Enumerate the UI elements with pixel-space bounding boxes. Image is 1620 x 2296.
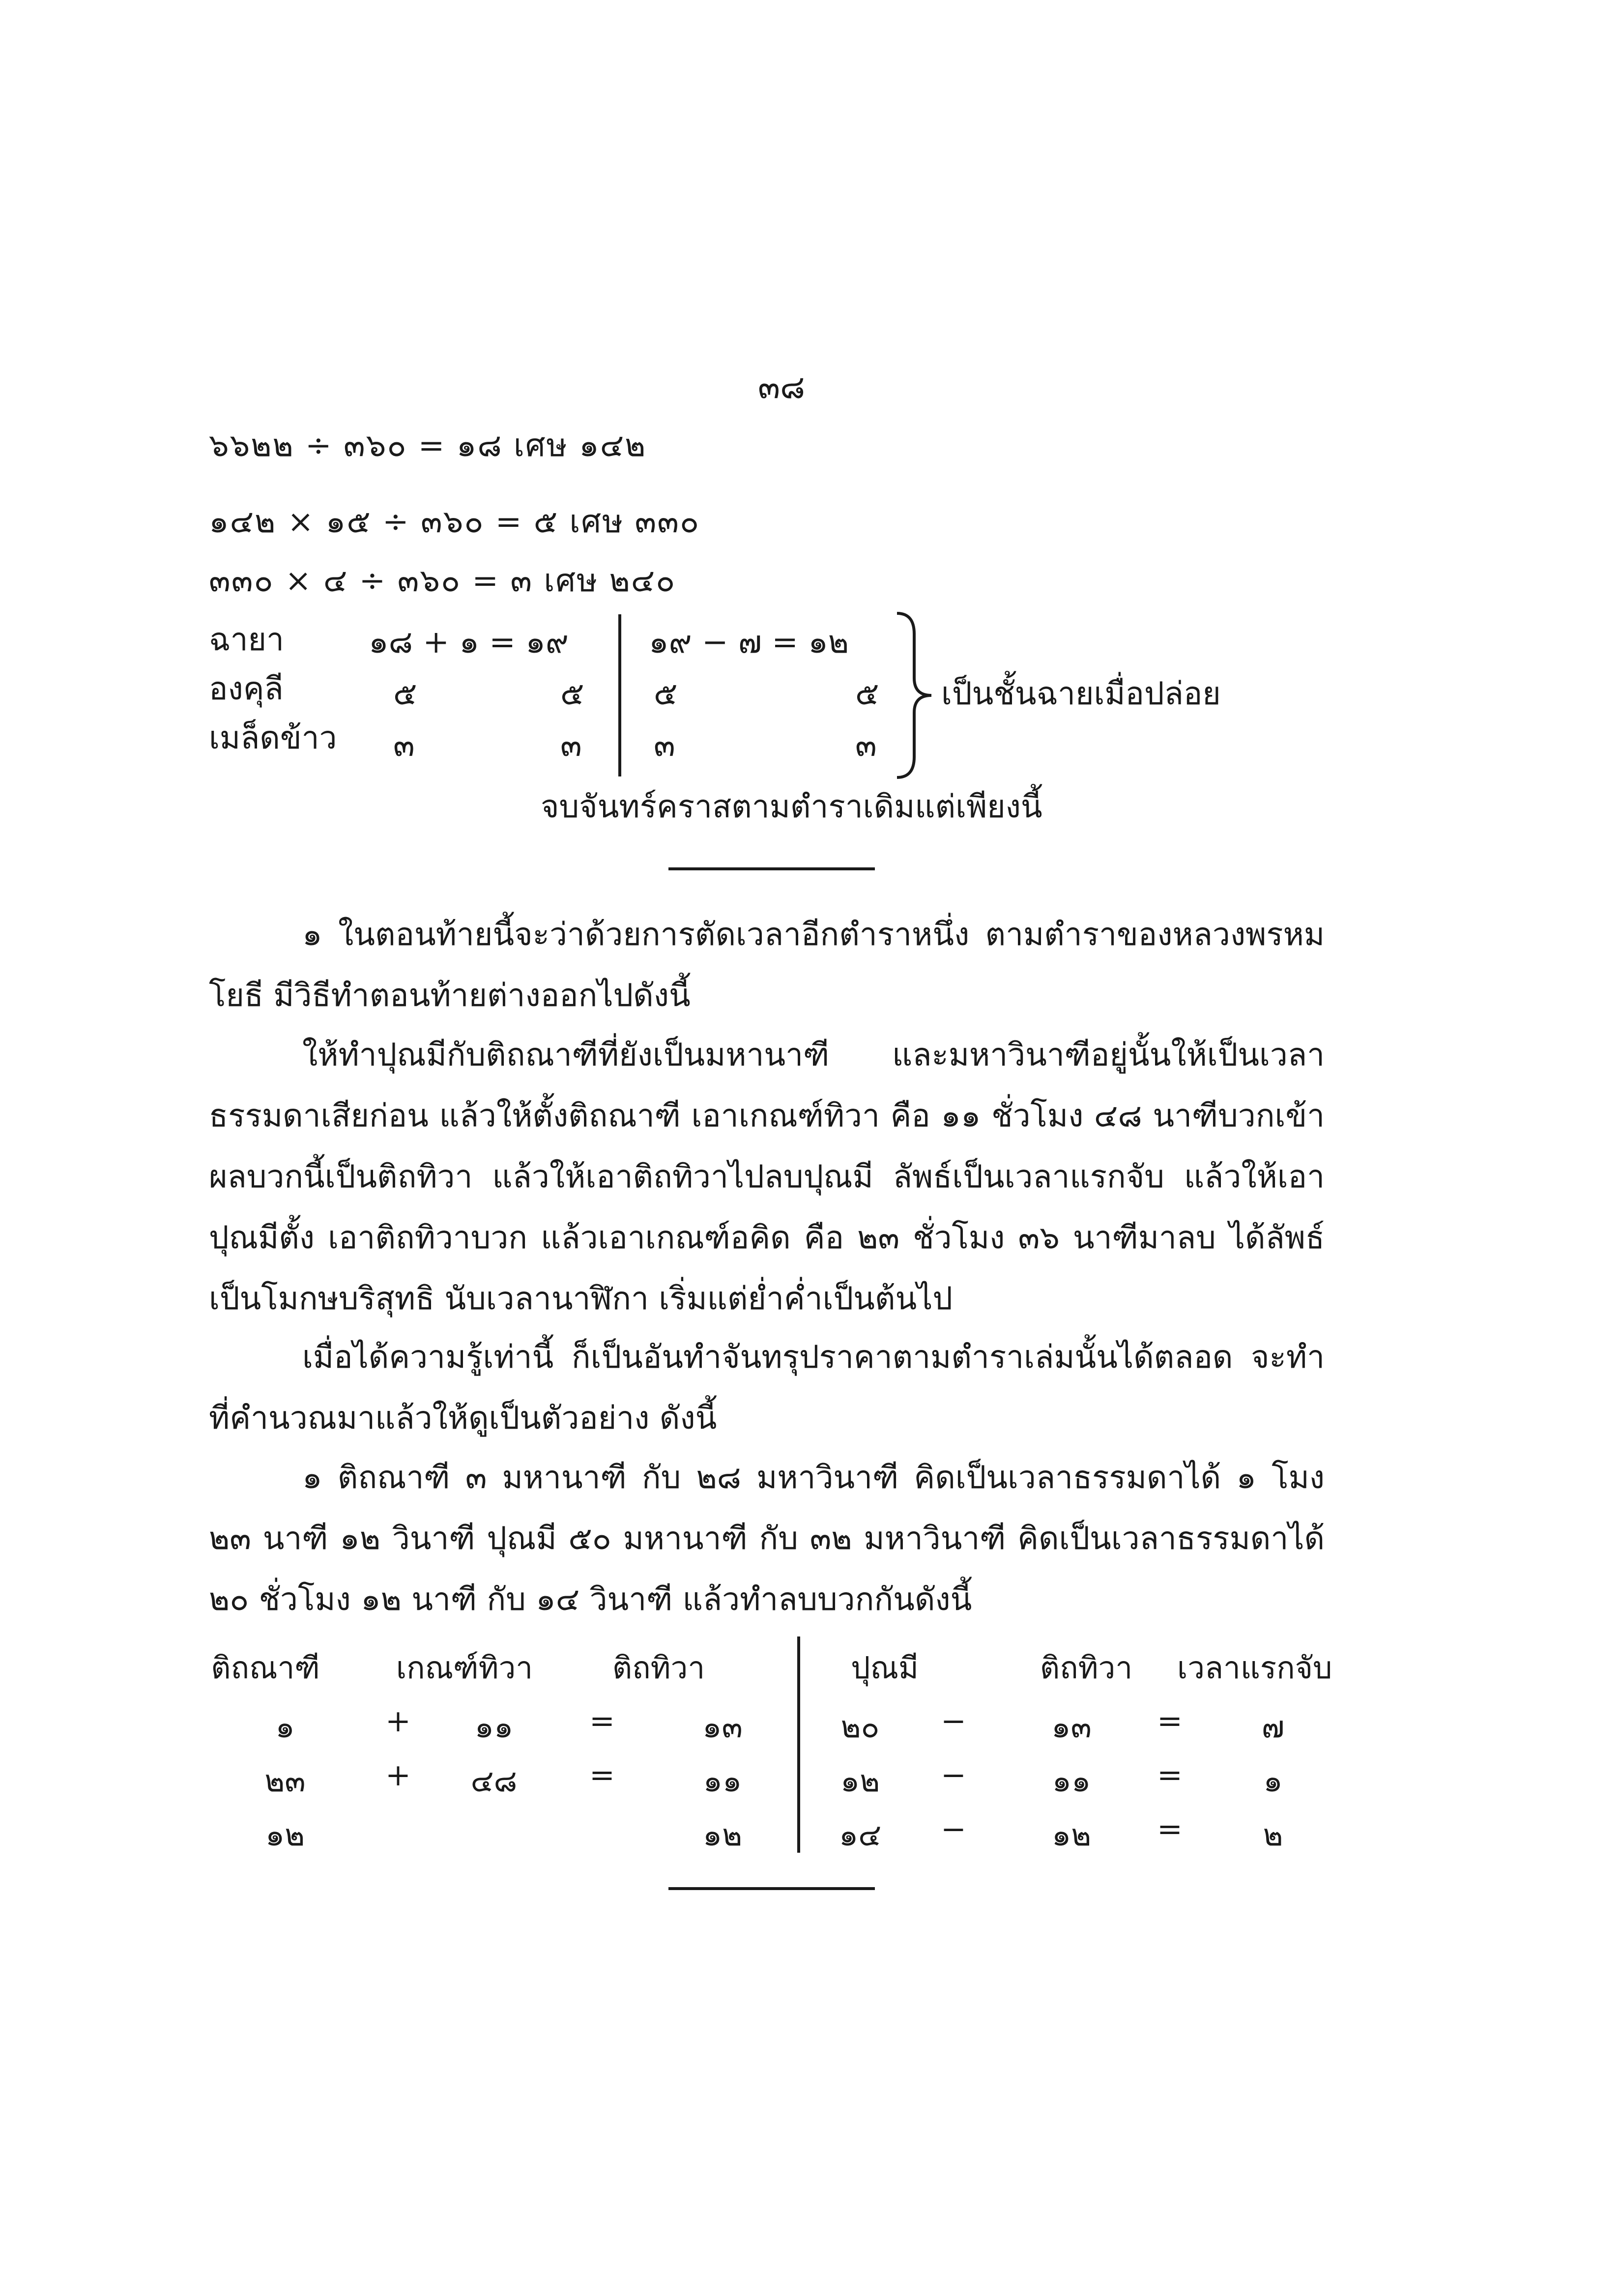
calc-cell: + [385,1757,411,1793]
calc-cell: ๑๒ [265,1817,305,1853]
equation-line: ๑๔๒ × ๑๕ ÷ ๓๖๐ = ๕ เศษ ๓๓๐ [209,504,700,540]
shadow-col2-cell: ๕ [560,676,584,712]
shadow-col2-cell: ๓ [560,727,582,764]
calc-cell: = [1157,1703,1183,1739]
calc-cell: ๑๓ [1051,1709,1092,1745]
calc-cell: ๗ [1261,1709,1285,1745]
shadow-col3-cell: ๓ [654,727,675,764]
calc-cell: + [385,1703,411,1739]
page-number: ๓๘ [757,368,806,406]
bracket-note: เป็นชั้นฉายเมื่อปล่อย [941,676,1221,712]
calc-cell: ๑๑ [703,1763,742,1799]
equation-line: ๖๖๒๒ ÷ ๓๖๐ = ๑๘ เศษ ๑๔๒ [209,428,647,464]
shadow-col3-cell: ๕ [654,676,678,712]
shadow-table-divider [618,614,621,776]
calc-cell: − [941,1703,966,1739]
shadow-col3-cell: ๑๙ − ๗ = ๑๒ [649,624,849,660]
calc-cell: ๑๓ [702,1709,743,1745]
shadow-col1-cell: ๓ [393,727,415,764]
calc-cell: − [941,1757,966,1793]
calc-cell: ๒๓ [264,1763,306,1799]
calc-header: ปุณมี [851,1650,919,1686]
calc-cell: ๑ [1263,1763,1283,1799]
shadow-label: องคุลี [209,671,284,707]
paragraph: ๑ ติถณาฑี ๓ มหานาฑี กับ ๒๘ มหาวินาฑี คิดเป็นเวลาธรรมดาได้ ๑ โมง ๒๓ นาฑี ๑๒ วินาฑี ปุณมี ๕๐ มหานาฑี กับ ๓๒ มหาวินาฑี คิดเป็นเวลาธรรมดาได้ ๒๐ ชั่วโมง ๑๒ นาฑี กับ ๑๔ วินาฑี แล้วทำลบบวกกันดังนี้ [209,1460,1325,1618]
calc-cell: ๑๒ [1051,1817,1092,1853]
shadow-col4-cell: ๕ [855,676,879,712]
calc-cell: ๒ [1263,1817,1283,1853]
paragraph: เมื่อได้ความรู้เท่านี้ ก็เป็นอันทำจันทรุปราคาตามตำราเล่มนั้นได้ตลอด จะทำที่คำนวณมาแล้วให้ดูเป็นตัวอย่าง ดังนี้ [209,1339,1325,1436]
shadow-label: ฉายา [209,622,284,658]
calc-cell: ๒๐ [840,1709,880,1745]
calc-cell: = [1157,1757,1183,1793]
calc-header: เวลาแรกจับ [1177,1650,1332,1686]
calc-cell: = [589,1703,615,1739]
shadow-label: เมล็ดข้าว [209,720,337,756]
calc-cell: ๑๑ [474,1709,514,1745]
calc-cell: − [941,1811,966,1847]
calc-header: ติถณาฑี [211,1650,320,1686]
right-brace-icon [892,609,941,781]
calc-header: ติถทิวา [612,1650,705,1686]
calc-cell: = [1157,1811,1183,1847]
closing-line: จบจันทร์คราสตามตำราเดิมแต่เพียงนี้ [541,789,1042,825]
calc-cell: ๔๘ [470,1763,518,1799]
shadow-col4-cell: ๓ [855,727,877,764]
calc-table-divider [797,1636,800,1853]
calc-cell: = [589,1757,615,1793]
calc-cell: ๑๑ [1052,1763,1091,1799]
section-divider [668,1887,875,1890]
equation-line: ๓๓๐ × ๔ ÷ ๓๖๐ = ๓ เศษ ๒๔๐ [209,563,676,599]
calc-cell: ๑๔ [839,1817,882,1853]
section-divider [668,867,875,870]
calc-header: เกณฑ์ทิวา [396,1650,533,1686]
calc-cell: ๑๒ [702,1817,743,1853]
calc-cell: ๑ [275,1709,295,1745]
calc-cell: ๑๒ [840,1763,880,1799]
shadow-col1-cell: ๑๘ + ๑ = ๑๙ [369,624,569,660]
paragraph: ให้ทำปุณมีกับติถณาฑีที่ยังเป็นมหานาฑี และมหาวินาฑีอยู่นั้นให้เป็นเวลาธรรมดาเสียก่อน แล้วให้ตั้งติถณาฑี เอาเกณฑ์ทิวา คือ ๑๑ ชั่วโมง ๔๘ นาฑีบวกเข้า ผลบวกนี้เป็นติถทิวา แล้วให้เอาติถทิวาไปลบปุณมี ลัพธ์เป็นเวลาแรกจับ แล้วให้เอาปุณมีตั้ง เอาติถทิวาบวก แล้วเอาเกณฑ์อคิด คือ ๒๓ ชั่วโมง ๓๖ นาฑีมาลบ ได้ลัพธ์เป็นโมกษบริสุทธิ นับเวลานาฬิกา เริ่มแต่ย่ำค่ำเป็นต้นไป [209,1037,1325,1317]
shadow-col1-cell: ๕ [393,676,417,712]
calc-header: ติถทิวา [1040,1650,1133,1686]
paragraph: ๑ ในตอนท้ายนี้จะว่าด้วยการตัดเวลาอีกตำราหนึ่ง ตามตำราของหลวงพรหมโยธี มีวิธีทำตอนท้ายต่างออกไปดังนี้ [209,917,1325,1014]
